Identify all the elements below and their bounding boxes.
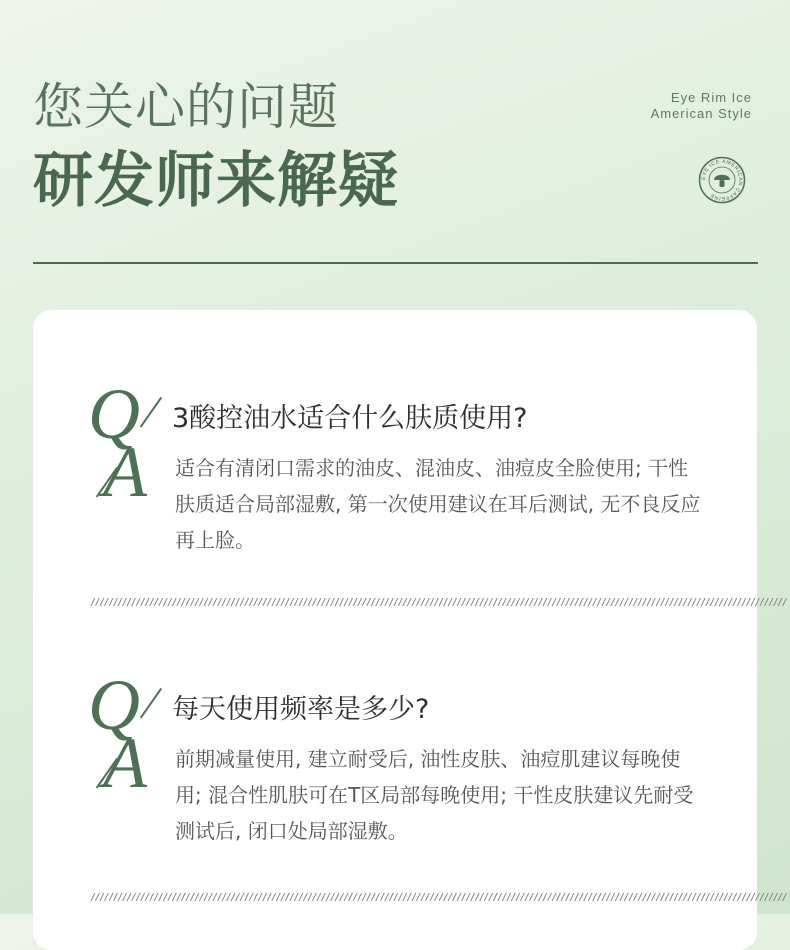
q-letter: Q xyxy=(88,374,140,454)
seal-text: EYE ICE AMERICAN CAFFEINE xyxy=(700,158,744,202)
title-bold: 研发师来解疑 xyxy=(33,146,399,216)
qa-mark-2 xyxy=(88,665,178,803)
divider-1: ////////////////////////////////////////////////////////////////////////////////////////////////////////////////////////////////////////////////////////// xyxy=(90,597,787,608)
a-letter: A xyxy=(103,432,147,512)
a-letter: A xyxy=(103,723,147,803)
brand-line-2: American Style xyxy=(650,106,752,121)
slash-mark xyxy=(140,688,162,718)
qa-mark-1 xyxy=(88,374,178,512)
answer-2: 前期减量使用, 建立耐受后, 油性皮肤、油痘肌建议每晚使用; 混合性肌肤可在T区局部每晚使用; 干性皮肤建议先耐受测试后, 闭口处局部湿敷。 xyxy=(175,747,694,843)
slash-mark xyxy=(140,397,162,427)
answer-1: 适合有清闭口需求的油皮、混油皮、油痘皮全脸使用; 干性肤质适合局部湿敷, 第一次使用建议在耳后测试, 无不良反应再上脸。 xyxy=(175,456,701,552)
divider-2: ////////////////////////////////////////////////////////////////////////////////////////////////////////////////////////////////////////////////////////// xyxy=(90,892,787,903)
question-1: 3酸控油水适合什么肤质使用? xyxy=(172,403,528,434)
title-light: 您关心的问题 xyxy=(33,78,339,136)
q-letter: Q xyxy=(88,665,140,745)
mushroom-seal-icon xyxy=(698,156,746,204)
question-2: 每天使用频率是多少? xyxy=(172,694,430,725)
brand-line-1: Eye Rim Ice xyxy=(670,90,752,105)
header-rule xyxy=(33,262,758,264)
brand-text xyxy=(651,90,752,122)
